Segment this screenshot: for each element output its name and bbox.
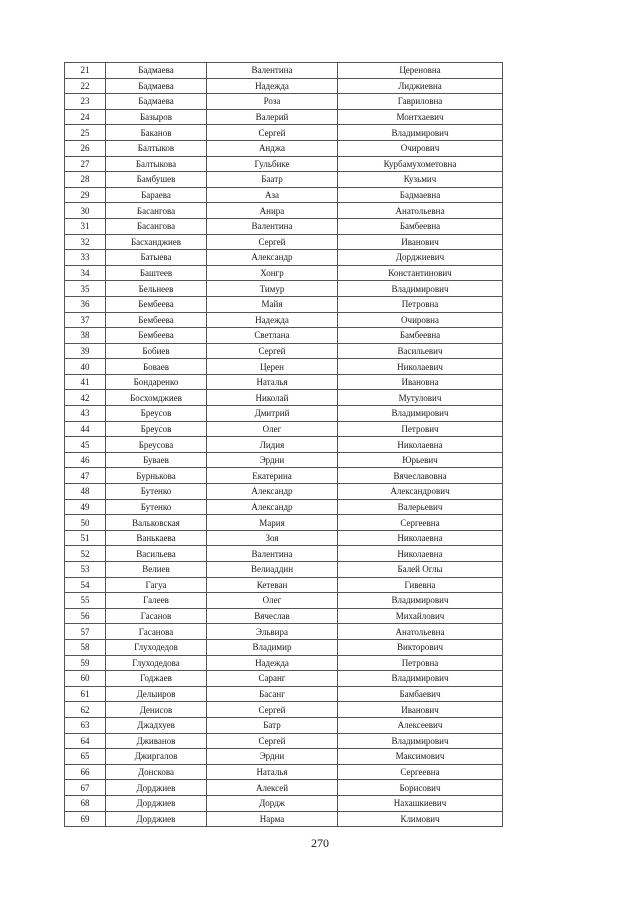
table-row [65, 312, 503, 328]
first-name-cell: Вячеслав [207, 608, 338, 624]
surname-cell: Джадхуев [106, 717, 207, 733]
first-name-cell: Анира [207, 203, 338, 219]
surname-cell: Ванькаева [106, 530, 207, 546]
table-row [65, 125, 503, 141]
surname-cell: Боваев [106, 359, 207, 375]
surname-cell: Баштеев [106, 265, 207, 281]
row-number-cell: 57 [65, 624, 106, 640]
table-row [65, 109, 503, 125]
table-row [65, 733, 503, 749]
first-name-cell: Церен [207, 359, 338, 375]
table-row [65, 203, 503, 219]
surname-cell: Басханджиев [106, 234, 207, 250]
table-row [65, 655, 503, 671]
first-name-cell: Наталья [207, 764, 338, 780]
patronymic-cell: Владимирович [338, 125, 503, 141]
surname-cell: Бутенко [106, 499, 207, 515]
first-name-cell: Екатерина [207, 468, 338, 484]
row-number-cell: 29 [65, 187, 106, 203]
patronymic-cell: Цереновна [338, 63, 503, 79]
first-name-cell: Надежда [207, 655, 338, 671]
table-row [65, 608, 503, 624]
first-name-cell: Дмитрий [207, 406, 338, 422]
first-name-cell: Хонгр [207, 265, 338, 281]
surname-cell: Бурнькова [106, 468, 207, 484]
row-number-cell: 34 [65, 265, 106, 281]
first-name-cell: Роза [207, 94, 338, 110]
table-row [65, 749, 503, 765]
row-number-cell: 55 [65, 593, 106, 609]
patronymic-cell: Лиджиевна [338, 78, 503, 94]
patronymic-cell: Викторович [338, 639, 503, 655]
table-row [65, 250, 503, 266]
table-row [65, 452, 503, 468]
row-number-cell: 65 [65, 749, 106, 765]
surname-cell: Дорджиев [106, 780, 207, 796]
patronymic-cell: Юрьевич [338, 452, 503, 468]
surname-cell: Вальковская [106, 515, 207, 531]
first-name-cell: Наталья [207, 374, 338, 390]
patronymic-cell: Курбамухометовна [338, 156, 503, 172]
row-number-cell: 32 [65, 234, 106, 250]
patronymic-cell: Борисович [338, 780, 503, 796]
surname-cell: Бараева [106, 187, 207, 203]
surname-cell: Бреусов [106, 421, 207, 437]
surname-cell: Глуходедова [106, 655, 207, 671]
patronymic-cell: Очирович [338, 140, 503, 156]
first-name-cell: Александр [207, 484, 338, 500]
roster-table [64, 62, 503, 827]
first-name-cell: Сергей [207, 733, 338, 749]
patronymic-cell: Ивановна [338, 374, 503, 390]
surname-cell: Делыиров [106, 686, 207, 702]
table-row [65, 639, 503, 655]
first-name-cell: Анджа [207, 140, 338, 156]
table-row [65, 156, 503, 172]
patronymic-cell: Николаевич [338, 359, 503, 375]
first-name-cell: Надежда [207, 312, 338, 328]
table-row [65, 577, 503, 593]
surname-cell: Бондаренко [106, 374, 207, 390]
table-row [65, 172, 503, 188]
table-row [65, 187, 503, 203]
first-name-cell: Нарма [207, 811, 338, 827]
row-number-cell: 28 [65, 172, 106, 188]
surname-cell: Гасанов [106, 608, 207, 624]
row-number-cell: 41 [65, 374, 106, 390]
surname-cell: Галеев [106, 593, 207, 609]
table-row [65, 717, 503, 733]
first-name-cell: Лидия [207, 437, 338, 453]
patronymic-cell: Владимирович [338, 593, 503, 609]
first-name-cell: Кетеван [207, 577, 338, 593]
row-number-cell: 58 [65, 639, 106, 655]
patronymic-cell: Анатольевна [338, 624, 503, 640]
surname-cell: Бадмаева [106, 94, 207, 110]
first-name-cell: Сергей [207, 702, 338, 718]
surname-cell: Базыров [106, 109, 207, 125]
first-name-cell: Валентина [207, 546, 338, 562]
table-row [65, 343, 503, 359]
first-name-cell: Владимир [207, 639, 338, 655]
row-number-cell: 62 [65, 702, 106, 718]
surname-cell: Денисов [106, 702, 207, 718]
patronymic-cell: Дорджиевич [338, 250, 503, 266]
patronymic-cell: Бамбаевич [338, 686, 503, 702]
table-row [65, 468, 503, 484]
row-number-cell: 66 [65, 764, 106, 780]
patronymic-cell: Иванович [338, 234, 503, 250]
table-row [65, 546, 503, 562]
first-name-cell: Надежда [207, 78, 338, 94]
surname-cell: Балтыкова [106, 156, 207, 172]
row-number-cell: 54 [65, 577, 106, 593]
first-name-cell: Басанг [207, 686, 338, 702]
row-number-cell: 46 [65, 452, 106, 468]
table-row [65, 78, 503, 94]
table-row [65, 764, 503, 780]
row-number-cell: 27 [65, 156, 106, 172]
patronymic-cell: Сергеевна [338, 764, 503, 780]
row-number-cell: 30 [65, 203, 106, 219]
patronymic-cell: Алексеевич [338, 717, 503, 733]
row-number-cell: 49 [65, 499, 106, 515]
row-number-cell: 33 [65, 250, 106, 266]
first-name-cell: Зоя [207, 530, 338, 546]
table-row [65, 624, 503, 640]
row-number-cell: 25 [65, 125, 106, 141]
patronymic-cell: Климович [338, 811, 503, 827]
surname-cell: Бамбушев [106, 172, 207, 188]
table-row [65, 702, 503, 718]
surname-cell: Бреусова [106, 437, 207, 453]
patronymic-cell: Балей Оглы [338, 562, 503, 578]
surname-cell: Батыева [106, 250, 207, 266]
surname-cell: Буваев [106, 452, 207, 468]
surname-cell: Гасанова [106, 624, 207, 640]
surname-cell: Дорджиев [106, 795, 207, 811]
row-number-cell: 24 [65, 109, 106, 125]
first-name-cell: Сергей [207, 343, 338, 359]
row-number-cell: 53 [65, 562, 106, 578]
row-number-cell: 59 [65, 655, 106, 671]
patronymic-cell: Валерьевич [338, 499, 503, 515]
patronymic-cell: Петровна [338, 655, 503, 671]
first-name-cell: Николай [207, 390, 338, 406]
table-row [65, 63, 503, 79]
patronymic-cell: Васильевич [338, 343, 503, 359]
first-name-cell: Сергей [207, 234, 338, 250]
surname-cell: Бреусов [106, 406, 207, 422]
patronymic-cell: Мутулович [338, 390, 503, 406]
surname-cell: Босхомджиев [106, 390, 207, 406]
row-number-cell: 44 [65, 421, 106, 437]
patronymic-cell: Владимирович [338, 671, 503, 687]
surname-cell: Велиев [106, 562, 207, 578]
first-name-cell: Валентина [207, 63, 338, 79]
table-row [65, 499, 503, 515]
patronymic-cell: Очировна [338, 312, 503, 328]
row-number-cell: 69 [65, 811, 106, 827]
table-row [65, 234, 503, 250]
table-row [65, 140, 503, 156]
row-number-cell: 36 [65, 296, 106, 312]
row-number-cell: 63 [65, 717, 106, 733]
first-name-cell: Эрдни [207, 749, 338, 765]
patronymic-cell: Владимирович [338, 733, 503, 749]
row-number-cell: 50 [65, 515, 106, 531]
first-name-cell: Олег [207, 421, 338, 437]
row-number-cell: 42 [65, 390, 106, 406]
roster-body [65, 63, 503, 827]
row-number-cell: 52 [65, 546, 106, 562]
table-row [65, 390, 503, 406]
table-row [65, 265, 503, 281]
patronymic-cell: Бамбеевна [338, 328, 503, 344]
row-number-cell: 31 [65, 218, 106, 234]
table-row [65, 374, 503, 390]
patronymic-cell: Максимович [338, 749, 503, 765]
table-row [65, 218, 503, 234]
patronymic-cell: Гивевна [338, 577, 503, 593]
row-number-cell: 26 [65, 140, 106, 156]
row-number-cell: 43 [65, 406, 106, 422]
patronymic-cell: Вячеславовна [338, 468, 503, 484]
surname-cell: Бельнеев [106, 281, 207, 297]
first-name-cell: Александр [207, 499, 338, 515]
table-row [65, 281, 503, 297]
table-row [65, 437, 503, 453]
surname-cell: Бембеева [106, 296, 207, 312]
table-row [65, 530, 503, 546]
surname-cell: Джиргалов [106, 749, 207, 765]
row-number-cell: 45 [65, 437, 106, 453]
row-number-cell: 23 [65, 94, 106, 110]
patronymic-cell: Кузьмич [338, 172, 503, 188]
table-row [65, 780, 503, 796]
patronymic-cell: Бадмаевна [338, 187, 503, 203]
surname-cell: Гагуа [106, 577, 207, 593]
surname-cell: Дорджиев [106, 811, 207, 827]
first-name-cell: Гульбике [207, 156, 338, 172]
table-row [65, 359, 503, 375]
first-name-cell: Валентина [207, 218, 338, 234]
row-number-cell: 51 [65, 530, 106, 546]
table-row [65, 328, 503, 344]
surname-cell: Бутенко [106, 484, 207, 500]
row-number-cell: 35 [65, 281, 106, 297]
patronymic-cell: Сергеевна [338, 515, 503, 531]
table-row [65, 296, 503, 312]
surname-cell: Бембеева [106, 328, 207, 344]
table-row [65, 795, 503, 811]
first-name-cell: Алексей [207, 780, 338, 796]
table-row [65, 671, 503, 687]
surname-cell: Басангова [106, 218, 207, 234]
row-number-cell: 47 [65, 468, 106, 484]
table-row [65, 562, 503, 578]
first-name-cell: Тимур [207, 281, 338, 297]
row-number-cell: 40 [65, 359, 106, 375]
patronymic-cell: Нахашкиевич [338, 795, 503, 811]
row-number-cell: 39 [65, 343, 106, 359]
row-number-cell: 38 [65, 328, 106, 344]
surname-cell: Бобиев [106, 343, 207, 359]
patronymic-cell: Владимирович [338, 281, 503, 297]
row-number-cell: 60 [65, 671, 106, 687]
surname-cell: Бадмаева [106, 78, 207, 94]
patronymic-cell: Петрович [338, 421, 503, 437]
first-name-cell: Велиаддин [207, 562, 338, 578]
surname-cell: Баканов [106, 125, 207, 141]
first-name-cell: Александр [207, 250, 338, 266]
patronymic-cell: Петровна [338, 296, 503, 312]
first-name-cell: Саранг [207, 671, 338, 687]
table-row [65, 421, 503, 437]
first-name-cell: Мария [207, 515, 338, 531]
first-name-cell: Батр [207, 717, 338, 733]
first-name-cell: Майя [207, 296, 338, 312]
table-row [65, 484, 503, 500]
table-row [65, 686, 503, 702]
patronymic-cell: Николаевна [338, 530, 503, 546]
row-number-cell: 67 [65, 780, 106, 796]
patronymic-cell: Александрович [338, 484, 503, 500]
patronymic-cell: Бамбеевна [338, 218, 503, 234]
first-name-cell: Светлана [207, 328, 338, 344]
patronymic-cell: Николаевна [338, 546, 503, 562]
table-row [65, 811, 503, 827]
surname-cell: Дживанов [106, 733, 207, 749]
patronymic-cell: Гавриловна [338, 94, 503, 110]
row-number-cell: 21 [65, 63, 106, 79]
first-name-cell: Валерий [207, 109, 338, 125]
patronymic-cell: Константинович [338, 265, 503, 281]
first-name-cell: Аза [207, 187, 338, 203]
row-number-cell: 56 [65, 608, 106, 624]
first-name-cell: Дордж [207, 795, 338, 811]
patronymic-cell: Николаевна [338, 437, 503, 453]
table-row [65, 406, 503, 422]
row-number-cell: 64 [65, 733, 106, 749]
surname-cell: Балтыков [106, 140, 207, 156]
patronymic-cell: Михайлович [338, 608, 503, 624]
table-row [65, 94, 503, 110]
patronymic-cell: Иванович [338, 702, 503, 718]
row-number-cell: 22 [65, 78, 106, 94]
surname-cell: Донскова [106, 764, 207, 780]
first-name-cell: Олег [207, 593, 338, 609]
row-number-cell: 48 [65, 484, 106, 500]
table-row [65, 593, 503, 609]
table-row [65, 515, 503, 531]
first-name-cell: Эльвира [207, 624, 338, 640]
page-number: 270 [311, 836, 329, 850]
surname-cell: Глуходедов [106, 639, 207, 655]
patronymic-cell: Анатольевна [338, 203, 503, 219]
surname-cell: Васильева [106, 546, 207, 562]
first-name-cell: Сергей [207, 125, 338, 141]
surname-cell: Басангова [106, 203, 207, 219]
surname-cell: Бадмаева [106, 63, 207, 79]
row-number-cell: 37 [65, 312, 106, 328]
surname-cell: Годжаев [106, 671, 207, 687]
patronymic-cell: Владимирович [338, 406, 503, 422]
surname-cell: Бембеева [106, 312, 207, 328]
first-name-cell: Эрдни [207, 452, 338, 468]
patronymic-cell: Монтхаевич [338, 109, 503, 125]
row-number-cell: 61 [65, 686, 106, 702]
first-name-cell: Баатр [207, 172, 338, 188]
row-number-cell: 68 [65, 795, 106, 811]
